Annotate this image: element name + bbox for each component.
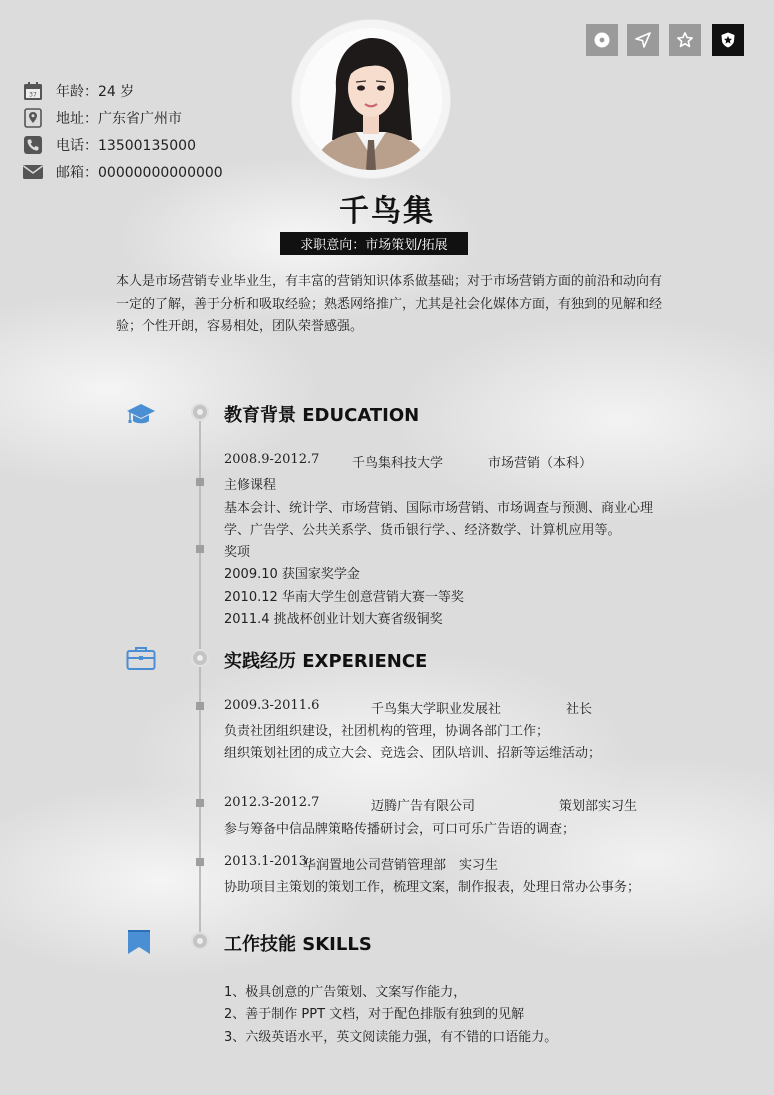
courses-line-1: 基本会计、统计学、市场营销、国际市场营销、市场调查与预测、商业心理	[224, 501, 654, 516]
bullet-square	[196, 858, 204, 866]
bullet-square	[196, 545, 204, 553]
info-phone	[22, 134, 196, 156]
bookmark-icon	[125, 929, 155, 955]
experience-heading: 实践经历 EXPERIENCE	[224, 651, 428, 672]
experience-entry-2	[224, 795, 664, 814]
phone-icon	[22, 134, 44, 156]
experience-role: 实习生	[459, 858, 499, 873]
shield-icon	[719, 31, 737, 49]
skills-heading: 工作技能 SKILLS	[224, 934, 372, 955]
calendar-icon	[22, 80, 44, 102]
age-text: 年龄：24 岁	[56, 84, 135, 100]
email-text: 邮箱：00000000000000	[56, 165, 223, 181]
experience-period: 2012.3-2012.7	[224, 795, 320, 810]
courses-label: 主修课程	[224, 478, 277, 493]
experience-detail: 负责社团组织建设，社团机构的管理，协调各部门工作；	[224, 724, 550, 739]
info-address	[22, 107, 182, 129]
experience-entry-1	[224, 698, 664, 717]
timeline-dot-skills	[193, 934, 207, 948]
avatar	[300, 28, 442, 170]
skill-item: 1、极具创意的广告策划、文案写作能力，	[224, 985, 467, 1000]
self-summary: 本人是市场营销专业毕业生，有丰富的营销知识体系做基础；对于市场营销方面的前沿和动向有一定的了解，善于分析和吸取经验；熟悉网络推广，尤其是社会化媒体方面，有独到的见解和经验；个性开朗，容易相处，团队荣誉感强。	[116, 274, 663, 334]
location-pin-icon	[22, 107, 44, 129]
bullet-square	[196, 478, 204, 486]
skill-item: 2、善于制作 PPT 文档，对于配色排版有独到的见解	[224, 1007, 525, 1022]
experience-detail: 参与筹备中信品牌策略传播研讨会，可口可乐广告语的调查；	[224, 822, 576, 837]
info-email	[22, 161, 223, 183]
education-school: 千鸟集科技大学	[352, 456, 444, 471]
awards-label: 奖项	[224, 545, 251, 560]
star-icon	[676, 31, 694, 49]
education-major: 市场营销（本科）	[488, 456, 593, 471]
timeline-line	[199, 410, 201, 950]
award-item: 2009.10 获国家奖学金	[224, 567, 360, 582]
favorite-button[interactable]	[669, 24, 701, 56]
bullet-square	[196, 799, 204, 807]
experience-org: 华润置地公司营销管理部	[303, 858, 447, 873]
timeline-dot-education	[193, 405, 207, 419]
experience-period: 2013.1-2013	[224, 854, 307, 869]
experience-period: 2009.3-2011.6	[224, 698, 320, 713]
courses-line-2: 学、广告学、公共关系学、货币银行学、、经济数学、计算机应用等。	[224, 523, 621, 538]
award-item: 2010.12 华南大学生创意营销大赛一等奖	[224, 590, 464, 605]
briefcase-icon	[126, 645, 156, 671]
svg-text:37: 37	[29, 91, 37, 99]
info-age	[22, 80, 134, 102]
award-item: 2011.4 挑战杯创业计划大赛省级铜奖	[224, 612, 443, 627]
address-text: 地址：广东省广州市	[56, 111, 182, 127]
education-entry	[224, 452, 664, 471]
navigation-button[interactable]	[627, 24, 659, 56]
experience-detail: 协助项目主策划的策划工作，梳理文案，制作报表，处理日常办公事务；	[224, 880, 641, 895]
phone-text: 电话：13500135000	[56, 138, 196, 154]
experience-role: 策划部实习生	[559, 799, 638, 814]
experience-role: 社长	[566, 702, 593, 717]
timeline-dot-experience	[193, 651, 207, 665]
job-intent-badge: 求职意向：市场策划/拓展	[280, 232, 468, 255]
experience-org: 千鸟集大学职业发展社	[371, 702, 502, 717]
candidate-name: 千鸟集	[339, 194, 435, 229]
experience-org: 迈腾广告有限公司	[371, 799, 476, 814]
skill-item: 3、六级英语水平，英文阅读能力强，有不错的口语能力。	[224, 1030, 558, 1045]
envelope-icon	[22, 161, 44, 183]
education-period: 2008.9-2012.7	[224, 452, 320, 467]
navigation-arrow-icon	[634, 31, 652, 49]
circle-dot-button[interactable]	[586, 24, 618, 56]
shield-button[interactable]	[712, 24, 744, 56]
experience-detail: 组织策划社团的成立大会、竞选会、团队培训、招新等运维活动；	[224, 746, 602, 761]
graduation-cap-icon	[126, 401, 156, 427]
education-heading: 教育背景 EDUCATION	[224, 405, 420, 426]
experience-entry-3	[224, 854, 664, 873]
circle-dot-icon	[593, 31, 611, 49]
bullet-square	[196, 702, 204, 710]
